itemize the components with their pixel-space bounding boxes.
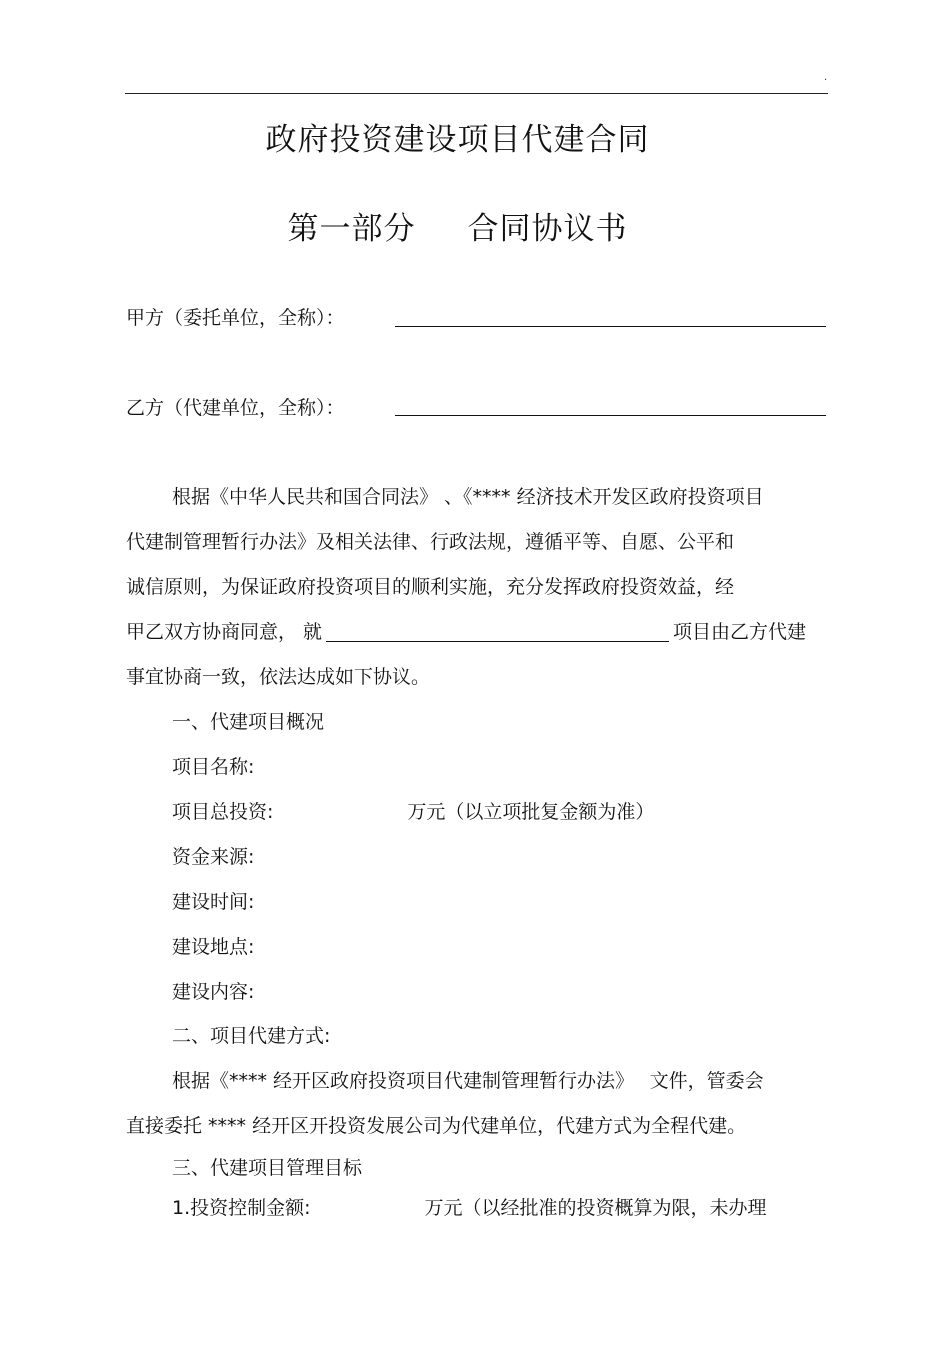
party-a-label: 甲方（委托单位，全称）： — [126, 307, 345, 329]
investment-control-label: 1.投资控制金额: — [172, 1197, 311, 1219]
project-name-blank[interactable] — [326, 641, 669, 642]
part-title — [0, 203, 915, 248]
investment-control-line — [172, 1193, 767, 1220]
preamble-line-4-start: 甲乙双方协商同意， 就 — [126, 621, 323, 643]
total-investment-line — [172, 797, 654, 824]
section-3-heading: 三、代建项目管理目标 — [172, 1157, 363, 1179]
section-2-line-2: 直接委托 **** 经开区开投资发展公司为代建单位，代建方式为全程代建。 — [126, 1115, 747, 1137]
header-rule — [125, 93, 828, 94]
construction-time-label: 建设时间: — [172, 891, 255, 913]
contract-title: 政府投资建设项目代建合同 — [265, 122, 650, 158]
preamble-line-4 — [126, 617, 806, 644]
section-1-heading: 一、代建项目概况 — [172, 711, 325, 733]
project-name-label: 项目名称: — [172, 756, 255, 778]
party-b-label: 乙方（代建单位，全称）： — [126, 397, 345, 419]
section-2-line-1: 根据《**** 经开区政府投资项目代建制管理暂行办法》 文件，管委会 — [172, 1070, 764, 1092]
total-investment-unit: 万元（以立项批复金额为准） — [407, 801, 655, 823]
preamble-line-1: 根据《中华人民共和国合同法》 、《**** 经济技术开发区政府投资项目 — [172, 486, 764, 508]
preamble-line-3: 诚信原则，为保证政府投资项目的顺利实施，充分发挥政府投资效益，经 — [126, 576, 735, 598]
header-mark: . — [824, 72, 828, 83]
section-2-heading: 二、项目代建方式: — [172, 1025, 331, 1047]
preamble-line-2: 代建制管理暂行办法》及相关法律、行政法规，遵循平等、自愿、公平和 — [126, 531, 735, 553]
party-b-blank[interactable] — [395, 415, 826, 416]
preamble-line-4-end: 项目由乙方代建 — [673, 621, 807, 643]
total-investment-label: 项目总投资: — [172, 801, 274, 823]
party-a-blank[interactable] — [395, 326, 826, 327]
construction-site-label: 建设地点: — [172, 936, 255, 958]
preamble-line-5: 事宜协商一致，依法达成如下协议。 — [126, 666, 431, 688]
fund-source-label: 资金来源: — [172, 846, 255, 868]
part-number: 第一部分 — [287, 211, 416, 247]
part-name: 合同协议书 — [467, 211, 628, 247]
construction-content-label: 建设内容: — [172, 981, 255, 1003]
investment-control-unit: 万元（以经批准的投资概算为限，未办理 — [424, 1197, 767, 1219]
